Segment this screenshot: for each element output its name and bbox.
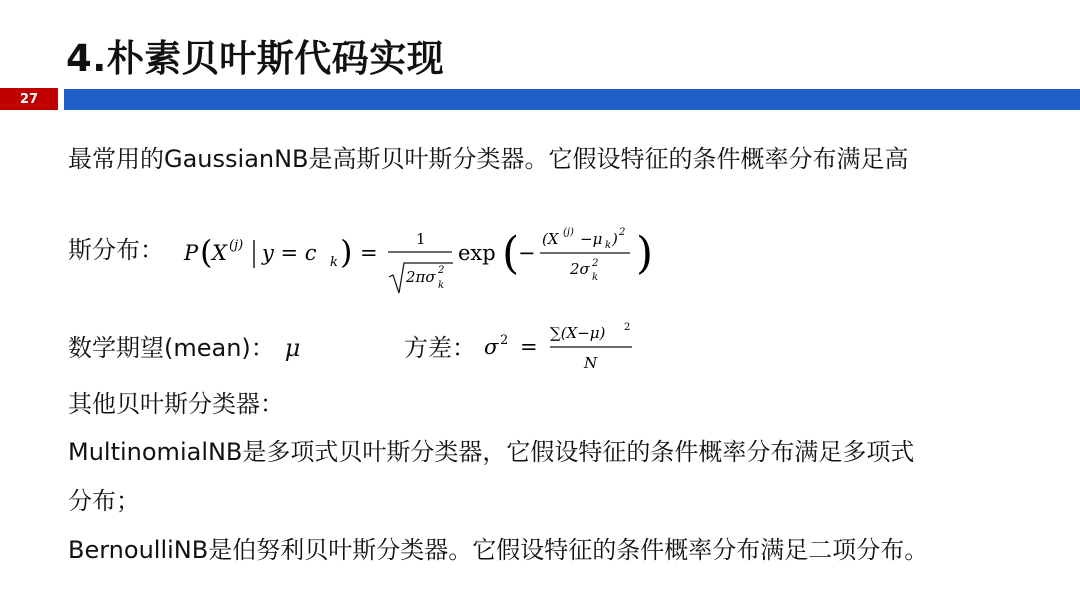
paren-close-1: ) xyxy=(340,233,353,271)
exp-num-X: (X xyxy=(542,230,559,248)
sqrt-sup: 2 xyxy=(438,265,445,276)
formula-equals: = xyxy=(360,241,378,265)
exp-num-mid: −μ xyxy=(580,230,603,248)
paren-open-1: ( xyxy=(200,233,213,271)
frac-numerator: 1 xyxy=(416,230,426,248)
formula-sup-j: (j) xyxy=(229,238,244,253)
page-title: 4.朴素贝叶斯代码实现 xyxy=(66,37,445,80)
formula-X: X xyxy=(212,241,227,265)
variance-sup: 2 xyxy=(500,333,509,348)
paren-close-2: ) xyxy=(636,228,654,279)
mean-symbol: μ xyxy=(284,334,301,362)
exp-num-end: ) xyxy=(612,230,618,248)
variance-num-pow: 2 xyxy=(624,322,631,333)
sqrt-sub: k xyxy=(438,280,445,291)
formula-y-eq-c: y = c xyxy=(262,241,317,265)
page-number-badge: 27 xyxy=(0,88,58,110)
exp-minus: − xyxy=(518,241,536,265)
header-divider-bar xyxy=(64,89,1080,110)
exp-num-sub: k xyxy=(605,240,612,251)
gauss-label: 斯分布： xyxy=(68,236,164,264)
exp-den-sub: k xyxy=(592,272,599,283)
multinomial-line-1: MultinomialNB是多项式贝叶斯分类器，它假设特征的条件概率分布满足多项式 xyxy=(68,438,915,466)
variance-denominator: N xyxy=(584,354,598,372)
variance-numerator: ∑(X−μ) xyxy=(550,324,606,342)
gaussian-formula xyxy=(180,220,670,300)
intro-text: 最常用的GaussianNB是高斯贝叶斯分类器。它假设特征的条件概率分布满足高 xyxy=(68,145,909,173)
exp-den: 2σ xyxy=(570,260,590,278)
exp-text: exp xyxy=(458,241,496,265)
mean-label xyxy=(68,334,300,363)
formula-P: P xyxy=(184,241,199,265)
multinomial-line-2: 分布； xyxy=(68,487,140,515)
exp-num-pow: 2 xyxy=(619,227,626,238)
bernoulli-line: BernoulliNB是伯努利贝叶斯分类器。它假设特征的条件概率分布满足二项分布。 xyxy=(68,536,929,564)
variance-label: 方差： xyxy=(404,334,476,362)
sqrt-body: 2πσ xyxy=(406,268,436,286)
variance-sigma: σ xyxy=(484,335,499,359)
mean-label-text: 数学期望(mean)： xyxy=(68,334,275,362)
variance-formula xyxy=(480,318,650,378)
variance-equals: = xyxy=(520,335,538,359)
exp-den-sup: 2 xyxy=(592,258,599,269)
other-classifiers-label: 其他贝叶斯分类器： xyxy=(68,390,284,418)
paren-open-2: ( xyxy=(502,228,520,279)
exp-num-sup: (j) xyxy=(563,227,574,238)
formula-sub-k: k xyxy=(330,255,338,270)
